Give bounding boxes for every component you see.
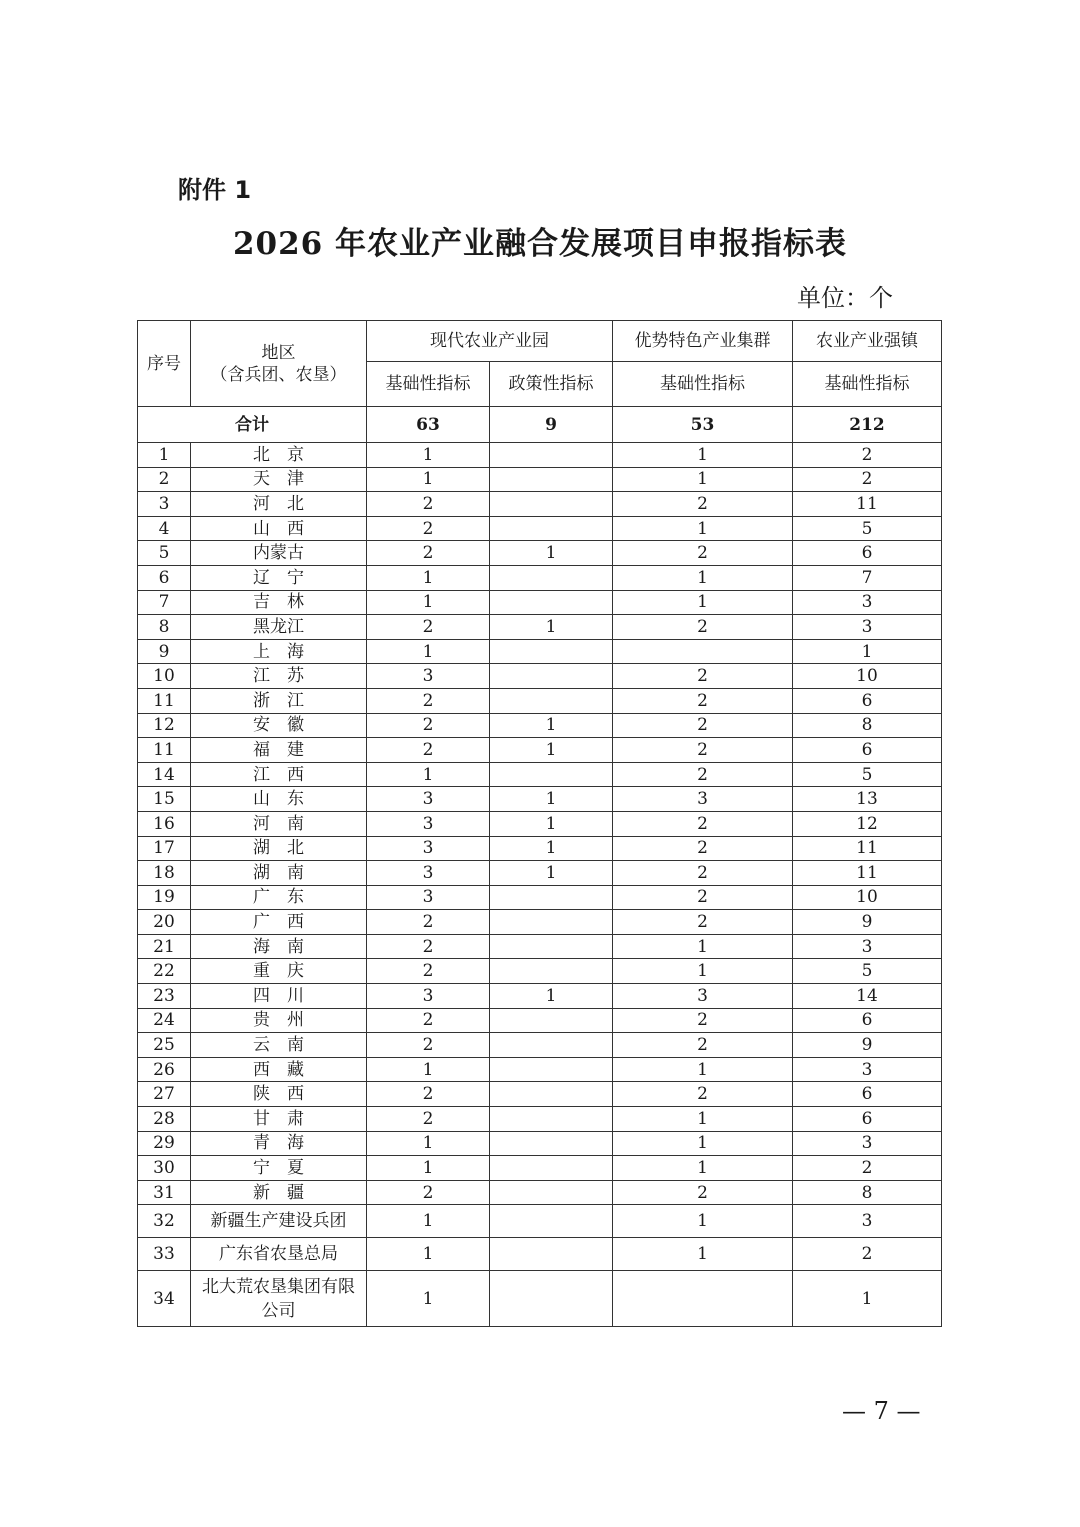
row-town-basic: 6 xyxy=(793,688,942,713)
row-region: 安 徽 xyxy=(191,713,367,738)
row-seq: 10 xyxy=(138,664,191,689)
row-park-basic: 3 xyxy=(367,861,490,886)
row-park-basic: 2 xyxy=(367,738,490,763)
row-region: 广东省农垦总局 xyxy=(191,1238,367,1271)
table-row xyxy=(138,1082,942,1107)
row-park-basic: 1 xyxy=(367,443,490,468)
row-town-basic: 8 xyxy=(793,713,942,738)
row-park-policy xyxy=(490,688,613,713)
row-region: 河 北 xyxy=(191,492,367,517)
row-region: 山 东 xyxy=(191,787,367,812)
row-seq: 2 xyxy=(138,467,191,492)
row-town-basic: 3 xyxy=(793,1131,942,1156)
row-town-basic: 6 xyxy=(793,1008,942,1033)
row-town-basic: 3 xyxy=(793,934,942,959)
table-row xyxy=(138,959,942,984)
table-row xyxy=(138,467,942,492)
row-cluster-basic: 2 xyxy=(613,615,793,640)
row-park-policy xyxy=(490,516,613,541)
row-cluster-basic: 1 xyxy=(613,443,793,468)
row-park-basic: 2 xyxy=(367,959,490,984)
row-park-basic: 2 xyxy=(367,910,490,935)
total-label: 合计 xyxy=(138,407,367,443)
row-park-basic: 1 xyxy=(367,565,490,590)
row-seq: 17 xyxy=(138,836,191,861)
row-town-basic: 13 xyxy=(793,787,942,812)
row-seq: 3 xyxy=(138,492,191,517)
table-row xyxy=(138,836,942,861)
row-park-basic: 2 xyxy=(367,934,490,959)
row-cluster-basic: 2 xyxy=(613,664,793,689)
row-park-policy xyxy=(490,1271,613,1327)
row-town-basic: 2 xyxy=(793,1238,942,1271)
row-park-policy xyxy=(490,565,613,590)
row-park-policy xyxy=(490,1057,613,1082)
table-row xyxy=(138,1205,942,1238)
row-park-policy: 1 xyxy=(490,861,613,886)
row-cluster-basic: 2 xyxy=(613,688,793,713)
row-park-basic: 1 xyxy=(367,1205,490,1238)
table-row xyxy=(138,738,942,763)
row-park-basic: 3 xyxy=(367,664,490,689)
row-town-basic: 12 xyxy=(793,811,942,836)
row-park-policy xyxy=(490,590,613,615)
document-title: 2026 年农业产业融合发展项目申报指标表 xyxy=(232,226,848,262)
row-cluster-basic: 2 xyxy=(613,1008,793,1033)
row-park-basic: 2 xyxy=(367,541,490,566)
table-row xyxy=(138,885,942,910)
row-seq: 5 xyxy=(138,541,191,566)
row-region: 上 海 xyxy=(191,639,367,664)
row-seq: 27 xyxy=(138,1082,191,1107)
row-region: 江 西 xyxy=(191,762,367,787)
row-park-policy xyxy=(490,959,613,984)
row-cluster-basic: 1 xyxy=(613,516,793,541)
row-park-basic: 1 xyxy=(367,1271,490,1327)
row-park-basic: 1 xyxy=(367,1238,490,1271)
table-row xyxy=(138,861,942,886)
row-park-policy xyxy=(490,1131,613,1156)
header-cluster: 优势特色产业集群 xyxy=(613,321,793,362)
row-town-basic: 11 xyxy=(793,492,942,517)
row-town-basic: 1 xyxy=(793,1271,942,1327)
row-cluster-basic: 2 xyxy=(613,1082,793,1107)
row-town-basic: 5 xyxy=(793,762,942,787)
row-cluster-basic: 1 xyxy=(613,565,793,590)
table-row xyxy=(138,811,942,836)
row-region: 内蒙古 xyxy=(191,541,367,566)
row-cluster-basic: 1 xyxy=(613,959,793,984)
row-park-basic: 3 xyxy=(367,787,490,812)
total-town-basic: 212 xyxy=(793,407,942,443)
table-row xyxy=(138,984,942,1009)
row-park-basic: 2 xyxy=(367,713,490,738)
row-park-policy xyxy=(490,664,613,689)
row-region: 新疆生产建设兵团 xyxy=(191,1205,367,1238)
row-region: 甘 肃 xyxy=(191,1107,367,1132)
row-park-policy xyxy=(490,1180,613,1205)
row-town-basic: 3 xyxy=(793,590,942,615)
row-town-basic: 7 xyxy=(793,565,942,590)
row-region: 西 藏 xyxy=(191,1057,367,1082)
row-park-basic: 1 xyxy=(367,1057,490,1082)
row-seq: 34 xyxy=(138,1271,191,1327)
row-cluster-basic: 1 xyxy=(613,1131,793,1156)
row-park-policy xyxy=(490,467,613,492)
row-cluster-basic: 2 xyxy=(613,885,793,910)
row-park-basic: 1 xyxy=(367,467,490,492)
row-park-basic: 1 xyxy=(367,590,490,615)
row-cluster-basic xyxy=(613,639,793,664)
row-region: 浙 江 xyxy=(191,688,367,713)
row-region: 吉 林 xyxy=(191,590,367,615)
row-cluster-basic: 1 xyxy=(613,590,793,615)
table-row xyxy=(138,664,942,689)
table-row xyxy=(138,1131,942,1156)
row-region: 贵 州 xyxy=(191,1008,367,1033)
row-seq: 16 xyxy=(138,811,191,836)
row-seq: 7 xyxy=(138,590,191,615)
row-town-basic: 10 xyxy=(793,885,942,910)
table-row xyxy=(138,639,942,664)
row-cluster-basic: 3 xyxy=(613,787,793,812)
row-park-basic: 2 xyxy=(367,615,490,640)
table-row xyxy=(138,1271,942,1327)
row-cluster-basic: 1 xyxy=(613,1238,793,1271)
row-region: 辽 宁 xyxy=(191,565,367,590)
header-cluster-basic: 基础性指标 xyxy=(613,362,793,407)
row-cluster-basic: 2 xyxy=(613,910,793,935)
row-region: 广 东 xyxy=(191,885,367,910)
row-seq: 20 xyxy=(138,910,191,935)
row-park-basic: 1 xyxy=(367,762,490,787)
row-cluster-basic: 2 xyxy=(613,713,793,738)
row-region: 北大荒农垦集团有限公司 xyxy=(191,1271,367,1327)
row-park-policy xyxy=(490,492,613,517)
row-cluster-basic: 2 xyxy=(613,738,793,763)
row-seq: 26 xyxy=(138,1057,191,1082)
table-row xyxy=(138,1156,942,1181)
row-park-policy: 1 xyxy=(490,541,613,566)
row-region: 黑龙江 xyxy=(191,615,367,640)
row-town-basic: 10 xyxy=(793,664,942,689)
header-town: 农业产业强镇 xyxy=(793,321,942,362)
header-region-line1: 地区 xyxy=(261,342,296,363)
row-seq: 30 xyxy=(138,1156,191,1181)
row-region: 湖 北 xyxy=(191,836,367,861)
row-cluster-basic: 3 xyxy=(613,984,793,1009)
row-park-policy: 1 xyxy=(490,615,613,640)
row-park-basic: 2 xyxy=(367,492,490,517)
row-cluster-basic: 2 xyxy=(613,541,793,566)
table-row xyxy=(138,713,942,738)
row-park-basic: 3 xyxy=(367,811,490,836)
row-park-basic: 2 xyxy=(367,688,490,713)
row-region: 天 津 xyxy=(191,467,367,492)
row-park-basic: 2 xyxy=(367,1033,490,1058)
table-row xyxy=(138,615,942,640)
row-seq: 1 xyxy=(138,443,191,468)
row-region: 海 南 xyxy=(191,934,367,959)
row-town-basic: 3 xyxy=(793,1057,942,1082)
row-seq: 29 xyxy=(138,1131,191,1156)
header-park-policy: 政策性指标 xyxy=(490,362,613,407)
table-row xyxy=(138,443,942,468)
table-row xyxy=(138,1238,942,1271)
row-region: 湖 南 xyxy=(191,861,367,886)
row-town-basic: 6 xyxy=(793,738,942,763)
row-town-basic: 6 xyxy=(793,1082,942,1107)
row-cluster-basic: 2 xyxy=(613,492,793,517)
row-seq: 28 xyxy=(138,1107,191,1132)
row-town-basic: 9 xyxy=(793,1033,942,1058)
attachment-label: 附件 1 xyxy=(178,176,252,204)
row-region: 宁 夏 xyxy=(191,1156,367,1181)
row-seq: 12 xyxy=(138,713,191,738)
row-town-basic: 2 xyxy=(793,467,942,492)
header-region xyxy=(191,321,367,407)
row-park-basic: 1 xyxy=(367,1131,490,1156)
table-row xyxy=(138,934,942,959)
row-park-basic: 3 xyxy=(367,836,490,861)
row-seq: 11 xyxy=(138,688,191,713)
row-park-policy xyxy=(490,762,613,787)
row-cluster-basic: 1 xyxy=(613,1156,793,1181)
row-cluster-basic xyxy=(613,1271,793,1327)
row-park-policy xyxy=(490,1107,613,1132)
row-cluster-basic: 1 xyxy=(613,1205,793,1238)
row-region: 福 建 xyxy=(191,738,367,763)
row-cluster-basic: 2 xyxy=(613,1180,793,1205)
row-town-basic: 6 xyxy=(793,541,942,566)
row-park-basic: 1 xyxy=(367,639,490,664)
row-town-basic: 8 xyxy=(793,1180,942,1205)
table-row xyxy=(138,590,942,615)
row-town-basic: 1 xyxy=(793,639,942,664)
row-cluster-basic: 1 xyxy=(613,1057,793,1082)
table-row xyxy=(138,1008,942,1033)
row-park-policy xyxy=(490,910,613,935)
row-cluster-basic: 1 xyxy=(613,934,793,959)
row-town-basic: 5 xyxy=(793,516,942,541)
row-park-basic: 2 xyxy=(367,1008,490,1033)
table-row xyxy=(138,492,942,517)
table-row xyxy=(138,565,942,590)
header-seq: 序号 xyxy=(138,321,191,407)
row-seq: 9 xyxy=(138,639,191,664)
row-cluster-basic: 1 xyxy=(613,467,793,492)
row-seq: 25 xyxy=(138,1033,191,1058)
row-seq: 31 xyxy=(138,1180,191,1205)
total-park-policy: 9 xyxy=(490,407,613,443)
row-park-policy xyxy=(490,443,613,468)
table-row xyxy=(138,787,942,812)
row-seq: 11 xyxy=(138,738,191,763)
row-park-basic: 2 xyxy=(367,1107,490,1132)
header-park-basic: 基础性指标 xyxy=(367,362,490,407)
row-park-policy xyxy=(490,639,613,664)
row-town-basic: 11 xyxy=(793,836,942,861)
row-region: 四 川 xyxy=(191,984,367,1009)
page-number: — 7 — xyxy=(842,1397,921,1425)
row-park-policy xyxy=(490,1238,613,1271)
row-region: 江 苏 xyxy=(191,664,367,689)
table-row xyxy=(138,541,942,566)
row-seq: 8 xyxy=(138,615,191,640)
row-park-policy: 1 xyxy=(490,713,613,738)
row-seq: 6 xyxy=(138,565,191,590)
table-row xyxy=(138,688,942,713)
row-region: 河 南 xyxy=(191,811,367,836)
row-region: 新 疆 xyxy=(191,1180,367,1205)
header-region-line2: （含兵团、农垦） xyxy=(210,364,347,385)
row-town-basic: 14 xyxy=(793,984,942,1009)
row-cluster-basic: 2 xyxy=(613,836,793,861)
table-row xyxy=(138,1180,942,1205)
row-town-basic: 2 xyxy=(793,443,942,468)
row-park-policy xyxy=(490,1156,613,1181)
total-cluster-basic: 53 xyxy=(613,407,793,443)
row-park-policy xyxy=(490,1205,613,1238)
table-row xyxy=(138,1033,942,1058)
row-park-policy: 1 xyxy=(490,738,613,763)
row-region: 广 西 xyxy=(191,910,367,935)
row-park-basic: 2 xyxy=(367,1180,490,1205)
row-park-policy: 1 xyxy=(490,787,613,812)
row-region: 陕 西 xyxy=(191,1082,367,1107)
unit-label: 单位：个 xyxy=(797,284,893,312)
row-seq: 19 xyxy=(138,885,191,910)
table-row xyxy=(138,1057,942,1082)
row-cluster-basic: 1 xyxy=(613,1107,793,1132)
table-row xyxy=(138,910,942,935)
row-park-basic: 2 xyxy=(367,1082,490,1107)
row-seq: 23 xyxy=(138,984,191,1009)
row-town-basic: 5 xyxy=(793,959,942,984)
row-cluster-basic: 2 xyxy=(613,762,793,787)
row-park-policy: 1 xyxy=(490,836,613,861)
row-park-policy xyxy=(490,1082,613,1107)
row-park-basic: 3 xyxy=(367,885,490,910)
row-town-basic: 6 xyxy=(793,1107,942,1132)
row-region: 北 京 xyxy=(191,443,367,468)
header-modern-park: 现代农业产业园 xyxy=(367,321,613,362)
row-town-basic: 9 xyxy=(793,910,942,935)
total-park-basic: 63 xyxy=(367,407,490,443)
row-cluster-basic: 2 xyxy=(613,861,793,886)
row-park-policy: 1 xyxy=(490,984,613,1009)
indicator-table xyxy=(137,320,942,1327)
table-row xyxy=(138,516,942,541)
row-seq: 14 xyxy=(138,762,191,787)
row-seq: 15 xyxy=(138,787,191,812)
row-seq: 21 xyxy=(138,934,191,959)
row-cluster-basic: 2 xyxy=(613,811,793,836)
row-seq: 18 xyxy=(138,861,191,886)
row-cluster-basic: 2 xyxy=(613,1033,793,1058)
row-town-basic: 3 xyxy=(793,615,942,640)
row-park-basic: 3 xyxy=(367,984,490,1009)
row-park-policy xyxy=(490,1033,613,1058)
row-seq: 4 xyxy=(138,516,191,541)
row-town-basic: 11 xyxy=(793,861,942,886)
row-park-policy: 1 xyxy=(490,811,613,836)
row-park-basic: 1 xyxy=(367,1156,490,1181)
row-park-basic: 2 xyxy=(367,516,490,541)
row-region: 云 南 xyxy=(191,1033,367,1058)
row-park-policy xyxy=(490,885,613,910)
row-seq: 33 xyxy=(138,1238,191,1271)
row-park-policy xyxy=(490,934,613,959)
row-region: 山 西 xyxy=(191,516,367,541)
row-seq: 32 xyxy=(138,1205,191,1238)
table-row xyxy=(138,1107,942,1132)
row-region: 重 庆 xyxy=(191,959,367,984)
row-town-basic: 3 xyxy=(793,1205,942,1238)
table-row xyxy=(138,762,942,787)
row-park-policy xyxy=(490,1008,613,1033)
row-region: 青 海 xyxy=(191,1131,367,1156)
row-seq: 24 xyxy=(138,1008,191,1033)
row-seq: 22 xyxy=(138,959,191,984)
row-town-basic: 2 xyxy=(793,1156,942,1181)
header-town-basic: 基础性指标 xyxy=(793,362,942,407)
